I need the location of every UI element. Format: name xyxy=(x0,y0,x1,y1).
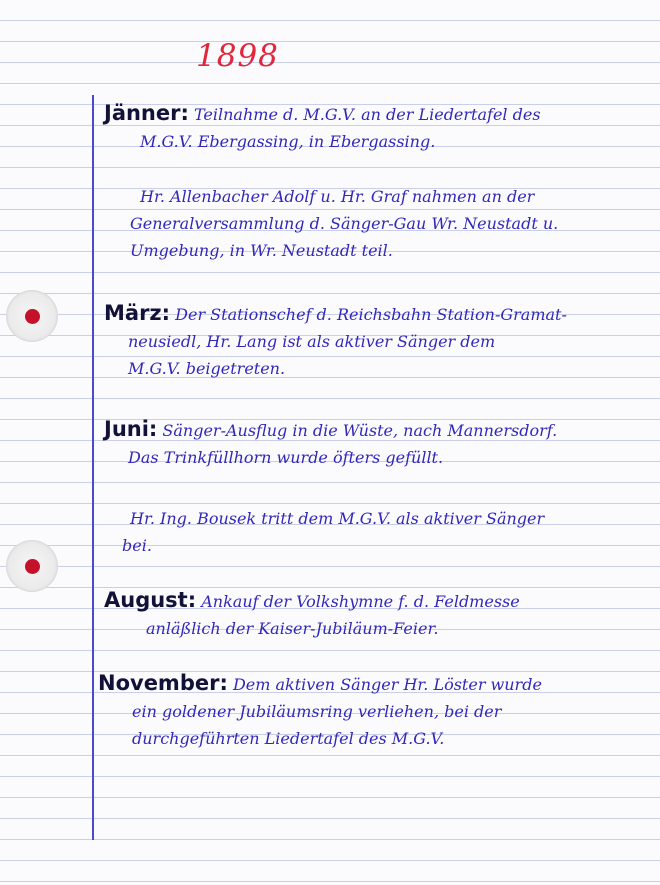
entry-text-line: Teilnahme d. M.G.V. an der Liedertafel des xyxy=(193,105,541,124)
month-label: Jänner: xyxy=(104,101,189,125)
month-label: März: xyxy=(104,301,171,325)
note-line: Umgebung, in Wr. Neustadt teil. xyxy=(130,241,393,260)
entry-text-line: neusiedl, Hr. Lang ist als aktiver Sänger dem xyxy=(128,332,496,351)
year-heading: 1898 xyxy=(196,38,279,74)
entry-text-line: Sänger-Ausflug in die Wüste, nach Mannersdorf. xyxy=(162,421,558,440)
entry-text-line: Der Stationschef d. Reichsbahn Station-Gramat- xyxy=(175,305,567,324)
punch-hole-top xyxy=(6,290,58,342)
entry-text-line: durchgeführten Liedertafel des M.G.V. xyxy=(132,729,445,748)
entry-jaenner xyxy=(104,100,541,155)
entry-text-line: Ankauf der Volkshymne f. d. Feldmesse xyxy=(201,592,520,611)
note-line: Generalversammlung d. Sänger-Gau Wr. Neustadt u. xyxy=(130,214,559,233)
entry-november xyxy=(98,670,542,752)
month-label: November: xyxy=(98,671,228,695)
entry-jaenner-note xyxy=(130,183,559,264)
entry-maerz xyxy=(104,300,567,382)
month-label: Juni: xyxy=(104,417,158,441)
entry-text-line: anläßlich der Kaiser-Jubiläum-Feier. xyxy=(146,619,439,638)
entry-text-line: Das Trinkfüllhorn wurde öfters gefüllt. xyxy=(128,448,444,467)
entry-text-line: Dem aktiven Sänger Hr. Löster wurde xyxy=(232,675,542,694)
red-reinforcement-dot xyxy=(25,309,40,324)
entry-text-line: ein goldener Jubiläumsring verliehen, bei der xyxy=(132,702,502,721)
note-line: Hr. Allenbacher Adolf u. Hr. Graf nahmen an der xyxy=(140,187,535,206)
entry-august xyxy=(104,587,520,642)
entry-juni-note xyxy=(122,505,545,559)
note-line: Hr. Ing. Bousek tritt dem M.G.V. als aktiver Sänger xyxy=(130,509,545,528)
entry-juni xyxy=(104,416,557,471)
red-reinforcement-dot xyxy=(25,559,40,574)
punch-hole-bottom xyxy=(6,540,58,592)
entry-text-line: M.G.V. beigetreten. xyxy=(128,359,286,378)
entry-text-line: M.G.V. Ebergassing, in Ebergassing. xyxy=(140,132,436,151)
month-label: August: xyxy=(104,588,197,612)
margin-line xyxy=(92,95,94,840)
note-line: bei. xyxy=(122,536,152,555)
